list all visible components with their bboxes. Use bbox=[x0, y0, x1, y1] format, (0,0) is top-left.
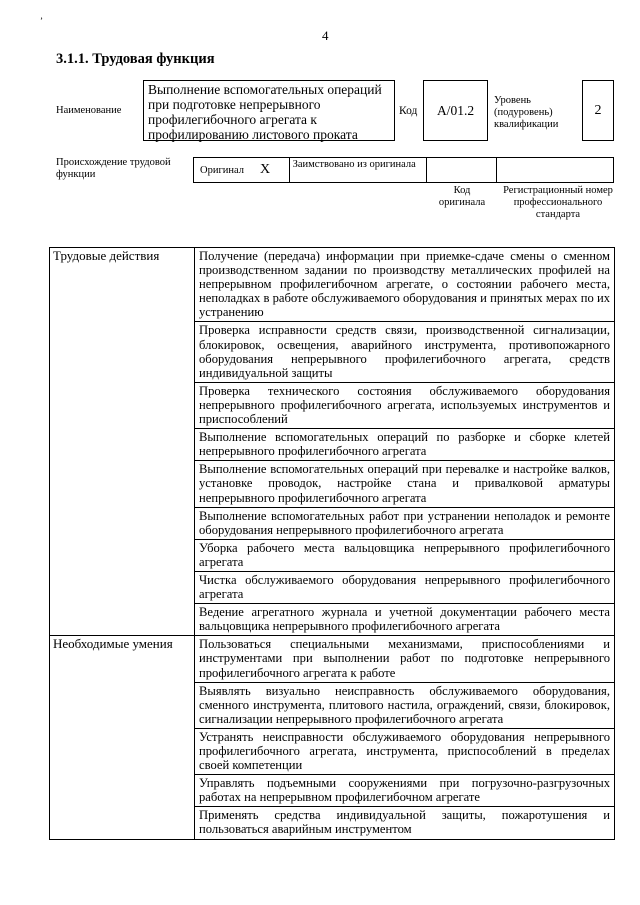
group-item: Проверка технического состояния обслуживаемого оборудования непрерывного профилегибочного агрегата, используемых инструментов и приспособлений bbox=[195, 382, 615, 428]
group-item: Управлять подъемными сооружениями при погрузочно-разгрузочных работах на непрерывном профилегибочном агрегате bbox=[195, 775, 615, 807]
function-code-box bbox=[423, 80, 488, 141]
group-title: Необходимые умения bbox=[50, 636, 195, 839]
group-item: Пользоваться специальными механизмами, приспособлениями и инструментами при выполнении работ по подготовке непрерывного профилегибочного агрегата к работе bbox=[195, 636, 615, 682]
group-item: Уборка рабочего места вальцовщика непрерывного профилегибочного агрегата bbox=[195, 539, 615, 571]
group-item: Получение (передача) информации при приемке-сдаче смены о сменном производственном задании по производству металлических профилей на непрерывном профилегибочном агрегате, о состоянии рабочего места, неполадках в работе обслуживаемого оборудования и принятых мерах по их устранению bbox=[195, 248, 615, 322]
group-item: Чистка обслуживаемого оборудования непрерывного профилегибочного агрегата bbox=[195, 571, 615, 603]
qualification-level-value: 2 bbox=[594, 102, 602, 118]
origin-row bbox=[193, 157, 614, 183]
function-name-value: Выполнение вспомогательных операций при подготовке непрерывного профилегибочного агрегата к профилированию листового проката bbox=[148, 82, 382, 142]
group-item: Выполнение вспомогательных операций по разборке и сборке клетей непрерывного профилегибочного агрегата bbox=[195, 429, 615, 461]
group-item: Выявлять визуально неисправность обслуживаемого оборудования, сменного инструмента, плитового настила, ограждений, связи, блокировок, сигнализации непрерывного профилегибочного агрегата bbox=[195, 682, 615, 728]
original-label: Оригинал bbox=[200, 164, 244, 176]
table-row bbox=[50, 636, 615, 682]
corner-mark: ’ bbox=[40, 16, 43, 26]
original-cell bbox=[194, 158, 290, 182]
function-table bbox=[49, 247, 615, 840]
page-number: 4 bbox=[322, 28, 329, 43]
code-caption: Код оригинала bbox=[438, 185, 486, 208]
function-name-box bbox=[143, 80, 395, 141]
level-label: Уровень (подуровень) квалификации bbox=[494, 95, 559, 130]
reg-caption: Регистрационный номер профессионального стандарта bbox=[503, 185, 613, 220]
group-title: Трудовые действия bbox=[50, 248, 195, 636]
table-row bbox=[50, 248, 615, 322]
group-item: Устранять неисправности обслуживаемого оборудования непрерывного профилегибочного агрегата, инструмента, приспособлений в пределах своей компетенции bbox=[195, 728, 615, 774]
original-mark: X bbox=[260, 162, 271, 177]
origin-code-cell bbox=[427, 158, 497, 182]
borrowed-cell bbox=[290, 158, 427, 182]
code-label: Код bbox=[399, 105, 418, 117]
borrowed-label: Заимствовано из оригинала bbox=[292, 159, 416, 170]
group-item: Применять средства индивидуальной защиты, пожаротушения и пользоваться аварийным инструментом bbox=[195, 807, 615, 839]
group-item: Проверка исправности средств связи, производственной сигнализации, блокировок, освещения, аварийного инструмента, противопожарного оборудования непрерывного профилегибочного агрегата, средств индивидуальной защиты bbox=[195, 322, 615, 382]
origin-reg-cell bbox=[497, 158, 613, 182]
group-item: Ведение агрегатного журнала и учетной документации рабочего места вальцовщика непрерывного профилегибочного агрегата bbox=[195, 604, 615, 636]
origin-label: Происхождение трудовой функции bbox=[56, 157, 171, 180]
function-code-value: A/01.2 bbox=[436, 102, 475, 118]
group-item: Выполнение вспомогательных операций при перевалке и настройке валков, установке проводок, настройке стана и привалковой арматуры непрерывного профилегибочного агрегата bbox=[195, 461, 615, 507]
name-label: Наименование bbox=[56, 105, 122, 116]
section-title: 3.1.1. Трудовая функция bbox=[56, 51, 215, 67]
group-item: Выполнение вспомогательных работ при устранении неполадок и ремонте оборудования непрерывного профилегибочного агрегата bbox=[195, 507, 615, 539]
qualification-level-box bbox=[582, 80, 614, 141]
